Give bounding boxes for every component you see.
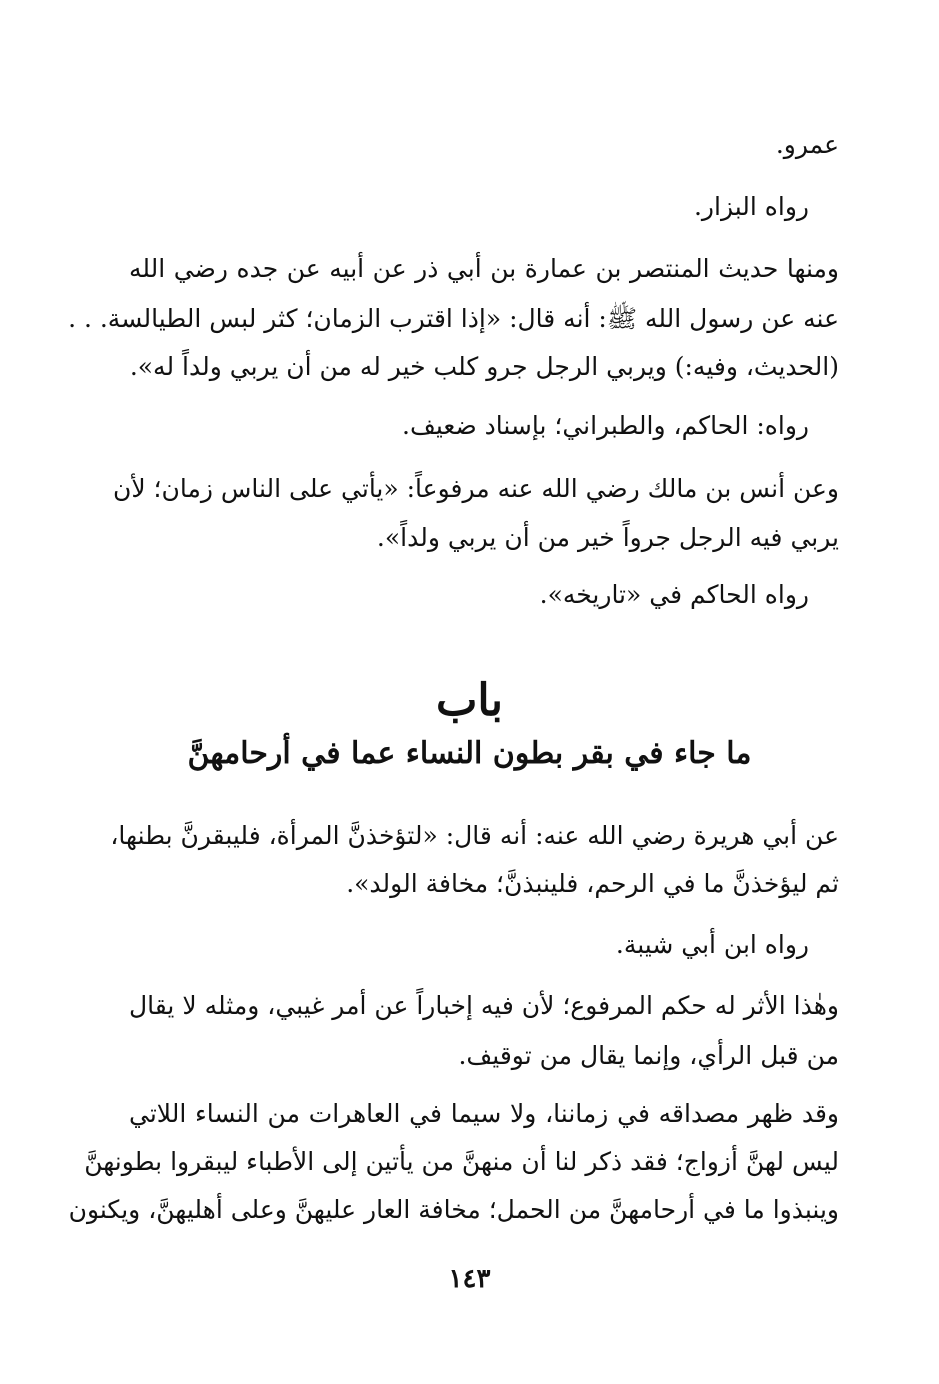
chapter-heading: باب — [435, 675, 504, 726]
text-line-2: رواه البزار. — [693, 192, 809, 221]
text-line-1: عمرو. — [775, 130, 839, 159]
text-line-5: (الحديث، وفيه:) ويربي الرجل جرو كلب خير له من أن يربي ولداً له». — [129, 352, 839, 381]
text-line-11: ثم ليؤخذنَّ ما في الرحم، فلينبذنَّ؛ مخافة الولد». — [346, 869, 839, 898]
page-number: ١٤٣ — [448, 1264, 491, 1294]
text-line-14: من قبل الرأي، وإنما يقال من توقيف. — [458, 1041, 839, 1070]
text-line-6: رواه: الحاكم، والطبراني؛ بإسناد ضعيف. — [402, 411, 809, 440]
text-line-16: ليس لهنَّ أزواج؛ فقد ذكر لنا أن منهنَّ من يأتين إلى الأطباء ليبقروا بطونهنَّ — [84, 1147, 839, 1176]
text-line-8: يربي فيه الرجل جرواً خير من أن يربي ولداً». — [376, 523, 839, 552]
text-line-15: وقد ظهر مصداقه في زماننا، ولا سيما في العاهرات من النساء اللاتي — [129, 1099, 839, 1128]
text-line-13: وهٰذا الأثر له حكم المرفوع؛ لأن فيه إخباراً عن أمر غيبي، ومثله لا يقال — [129, 991, 839, 1020]
text-line-7: وعن أنس بن مالك رضي الله عنه مرفوعاً: «يأتي على الناس زمان؛ لأن — [112, 474, 839, 503]
text-line-3: ومنها حديث المنتصر بن عمارة بن أبي ذر عن أبيه عن جده رضي الله — [129, 254, 839, 283]
text-line-10: عن أبي هريرة رضي الله عنه: أنه قال: «لتؤخذنَّ المرأة، فليبقرنَّ بطنها، — [110, 821, 839, 850]
text-line-9: رواه الحاكم في «تاريخه». — [539, 580, 809, 609]
text-line-4: عنه عن رسول الله ﷺ: أنه قال: «إذا اقترب الزمان؛ كثر لبس الطيالسة. . . — [68, 304, 839, 333]
text-line-17: وينبذوا ما في أرحامهنَّ من الحمل؛ مخافة العار عليهنَّ وعلى أهليهنَّ، ويكنون — [68, 1195, 839, 1224]
chapter-subheading: ما جاء في بقر بطون النساء عما في أرحامهنَّ — [187, 736, 752, 771]
text-line-12: رواه ابن أبي شيبة. — [615, 930, 809, 959]
